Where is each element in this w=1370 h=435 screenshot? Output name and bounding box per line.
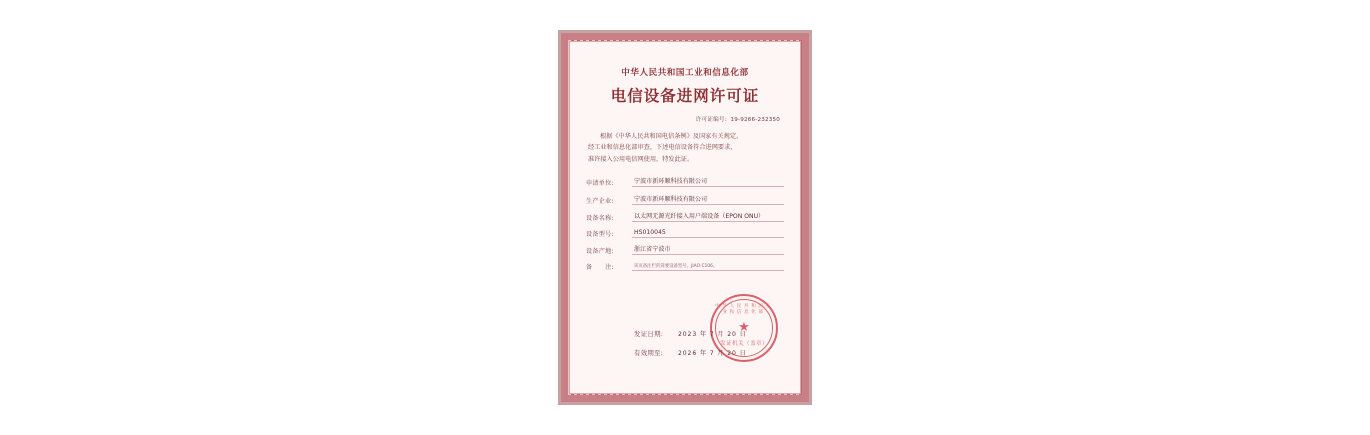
legal-statement-line-1: 根据《中华人民共和国电信条例》及国家有关规定， xyxy=(600,133,743,140)
legal-statement-line-3: 准许接入公用电信网使用，特发此证。 xyxy=(588,155,694,163)
device-model-label: 设备型号: xyxy=(586,230,614,238)
field-row-device-name xyxy=(586,211,784,222)
field-row-device-model xyxy=(586,229,784,238)
certificate-field-list xyxy=(584,176,786,271)
issuing-ministry-heading: 中华人民共和国工业和信息化部 xyxy=(621,68,749,78)
expiry-date-label: 有效期至: xyxy=(634,349,664,357)
field-row-remarks xyxy=(586,262,784,271)
telecom-network-access-license-certificate xyxy=(558,30,812,405)
certificate-inner-panel xyxy=(569,41,801,394)
license-number-line xyxy=(584,115,786,123)
remarks-value: 该页备注栏的简要设备型号、JIAO C106。 xyxy=(632,263,784,271)
field-row-manufacturer xyxy=(586,194,784,205)
origin-label: 设备产地: xyxy=(586,248,614,256)
seal-bottom-text: 发证机关（盖章） xyxy=(720,341,768,347)
certificate-dates xyxy=(634,329,784,367)
legal-statement-paragraph xyxy=(584,131,786,165)
device-name-label: 设备名称: xyxy=(586,215,614,223)
expiry-date-row xyxy=(634,348,784,357)
certificate-title: 电信设备进网许可证 xyxy=(610,87,760,105)
legal-statement-line-2: 经工业和信息化部审查，下述电信设备符合进网要求， xyxy=(588,144,737,152)
manufacturer-label: 生产企业: xyxy=(586,197,614,205)
applicant-value: 宁波市新环顺科技有限公司 xyxy=(632,176,784,187)
seal-top-text: 中华人民共和国工业和信息化部 xyxy=(715,304,773,315)
field-row-applicant xyxy=(586,176,784,187)
field-row-origin xyxy=(586,244,784,255)
origin-value: 浙江省宁波市 xyxy=(632,244,784,255)
star-icon: ★ xyxy=(738,318,750,334)
issue-date-value: 2023 年 7 月 20 日 xyxy=(678,331,747,338)
manufacturer-value: 宁波市新环顺科技有限公司 xyxy=(632,194,784,205)
remarks-label: 备 注: xyxy=(586,263,614,271)
license-number-value: 19-9266-232350 xyxy=(730,117,780,123)
license-number-label: 许可证编号： xyxy=(695,117,731,123)
device-name-value: 以太网无源光纤接入用户端设备（EPON ONU） xyxy=(632,211,784,222)
applicant-label: 申请单位: xyxy=(586,180,614,188)
issue-date-label: 发证日期: xyxy=(634,330,664,338)
expiry-date-value: 2026 年 7 月 20 日 xyxy=(678,350,747,357)
issue-date-row xyxy=(634,329,784,338)
device-model-value: HS010045 xyxy=(632,229,784,238)
